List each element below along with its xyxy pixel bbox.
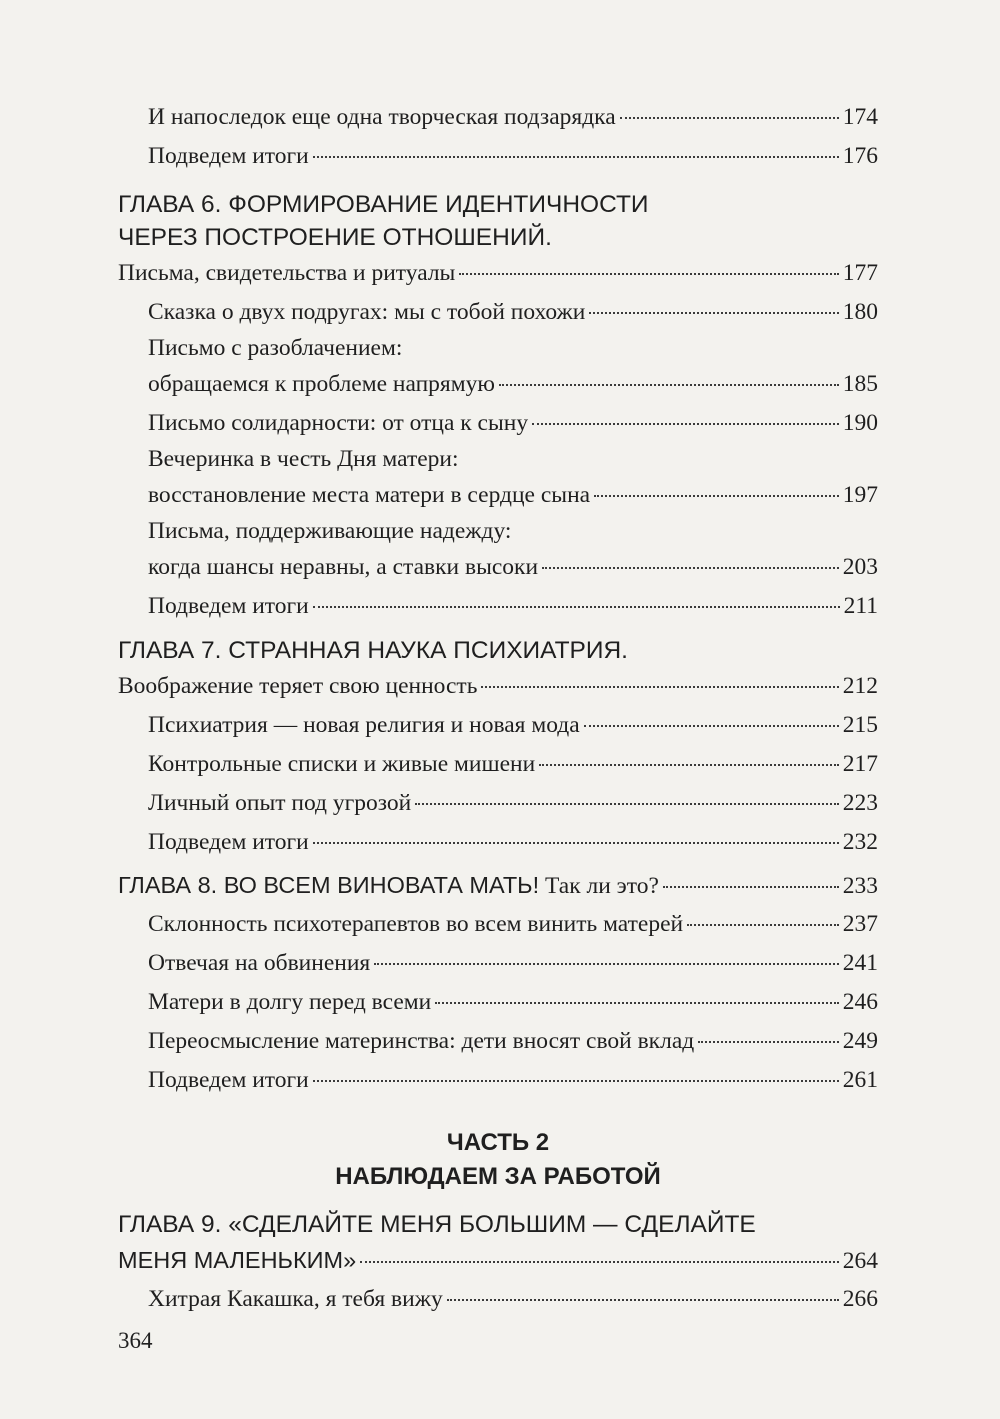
page-number: 232 (842, 829, 878, 855)
toc-entry[interactable]: Матери в долгу перед всеми 246 (118, 983, 878, 1022)
toc-entry[interactable]: Сказка о двух подругах: мы с тобой похожи 180 (118, 293, 878, 332)
page-number: 211 (843, 593, 878, 619)
page-number: 176 (842, 143, 878, 169)
dot-leader (542, 567, 839, 569)
page-number: 177 (842, 260, 878, 286)
page-number: 212 (842, 673, 878, 699)
dot-leader (584, 725, 839, 727)
chapter-9-title-line-1[interactable]: ГЛАВА 9. «СДЕЛАЙТЕ МЕНЯ БОЛЬШИМ — СДЕЛАЙТЕ (118, 1211, 756, 1238)
page-folio: 364 (118, 1328, 153, 1353)
page-number: 233 (842, 873, 878, 899)
page-number: 223 (842, 790, 878, 816)
dot-leader (374, 963, 839, 965)
part-2-title: НАБЛЮДАЕМ ЗА РАБОТОЙ (335, 1163, 661, 1190)
page-number: 264 (842, 1248, 878, 1274)
toc-entry-line-1[interactable]: Письма, поддерживающие надежду: (148, 518, 512, 544)
toc-entry[interactable]: Подведем итоги 211 (118, 587, 878, 626)
dot-leader (459, 273, 838, 275)
page-number: 246 (842, 989, 878, 1015)
toc-entry[interactable]: Подведем итоги 232 (118, 823, 878, 862)
toc-entry[interactable]: Отвечая на обвинения 241 (118, 944, 878, 983)
dot-leader (589, 312, 838, 314)
page-number: 241 (842, 950, 878, 976)
page-number: 190 (842, 410, 878, 436)
toc-entry[interactable]: когда шансы неравны, а ставки высоки 203 (118, 548, 878, 587)
dot-leader (698, 1041, 839, 1043)
dot-leader (499, 384, 839, 386)
chapter-6-title-line-2[interactable]: ЧЕРЕЗ ПОСТРОЕНИЕ ОТНОШЕНИЙ. (118, 224, 552, 251)
page-number: 266 (842, 1286, 878, 1312)
dot-leader (481, 686, 838, 688)
toc-entry-line-1[interactable]: Письмо с разоблачением: (148, 335, 403, 361)
page-number: 203 (842, 554, 878, 580)
toc-entry[interactable]: Переосмысление материнства: дети вносят свой вклад 249 (118, 1022, 878, 1061)
dot-leader (594, 495, 839, 497)
toc-entry[interactable]: Психиатрия — новая религия и новая мода 215 (118, 706, 878, 745)
toc-entry[interactable]: Контрольные списки и живые мишени 217 (118, 745, 878, 784)
page-number: 185 (842, 371, 878, 397)
dot-leader (539, 764, 839, 766)
dot-leader (687, 924, 839, 926)
toc-entry[interactable]: восстановление места матери в сердце сына 197 (118, 476, 878, 515)
dot-leader (313, 842, 839, 844)
toc-entry[interactable]: обращаемся к проблеме напрямую 185 (118, 365, 878, 404)
chapter-8-title[interactable]: ГЛАВА 8. ВО ВСЕМ ВИНОВАТА МАТЬ! Так ли это? 233 (118, 866, 878, 905)
page-number: 217 (842, 751, 878, 777)
dot-leader (313, 156, 839, 158)
toc-entry[interactable]: Хитрая Какашка, я тебя вижу 266 (118, 1280, 878, 1319)
chapter-7-subtitle[interactable]: Воображение теряет свою ценность 212 (118, 667, 878, 706)
page-number: 215 (842, 712, 878, 738)
page-number: 249 (842, 1028, 878, 1054)
toc-entry[interactable]: Подведем итоги 261 (118, 1061, 878, 1100)
toc-entry-line-1[interactable]: Вечеринка в честь Дня матери: (148, 446, 459, 472)
chapter-6-subtitle[interactable]: Письма, свидетельства и ритуалы 177 (118, 254, 878, 293)
toc-entry[interactable]: Подведем итоги 176 (118, 137, 878, 176)
table-of-contents (118, 98, 878, 1319)
toc-entry[interactable]: Письмо солидарности: от отца к сыну 190 (118, 404, 878, 443)
dot-leader (415, 803, 838, 805)
dot-leader (532, 423, 839, 425)
page-number: 261 (842, 1067, 878, 1093)
dot-leader (447, 1299, 839, 1301)
dot-leader (313, 606, 840, 608)
chapter-9-title-line-2[interactable]: МЕНЯ МАЛЕНЬКИМ» 264 (118, 1241, 878, 1280)
toc-entry[interactable]: Склонность психотерапевтов во всем винить матерей 237 (118, 905, 878, 944)
toc-entry[interactable]: Личный опыт под угрозой 223 (118, 784, 878, 823)
page-number: 180 (842, 299, 878, 325)
page-number: 237 (842, 911, 878, 937)
page-number: 197 (842, 482, 878, 508)
page-number: 174 (842, 104, 878, 130)
dot-leader (620, 117, 839, 119)
chapter-6-title-line-1[interactable]: ГЛАВА 6. ФОРМИРОВАНИЕ ИДЕНТИЧНОСТИ (118, 191, 649, 218)
part-2-heading: ЧАСТЬ 2 (446, 1129, 550, 1156)
chapter-7-title[interactable]: ГЛАВА 7. СТРАННАЯ НАУКА ПСИХИАТРИЯ. (118, 637, 628, 664)
dot-leader (663, 886, 839, 888)
dot-leader (360, 1261, 839, 1263)
dot-leader (435, 1002, 839, 1004)
dot-leader (313, 1080, 839, 1082)
toc-entry[interactable]: И напоследок еще одна творческая подзарядка 174 (118, 98, 878, 137)
